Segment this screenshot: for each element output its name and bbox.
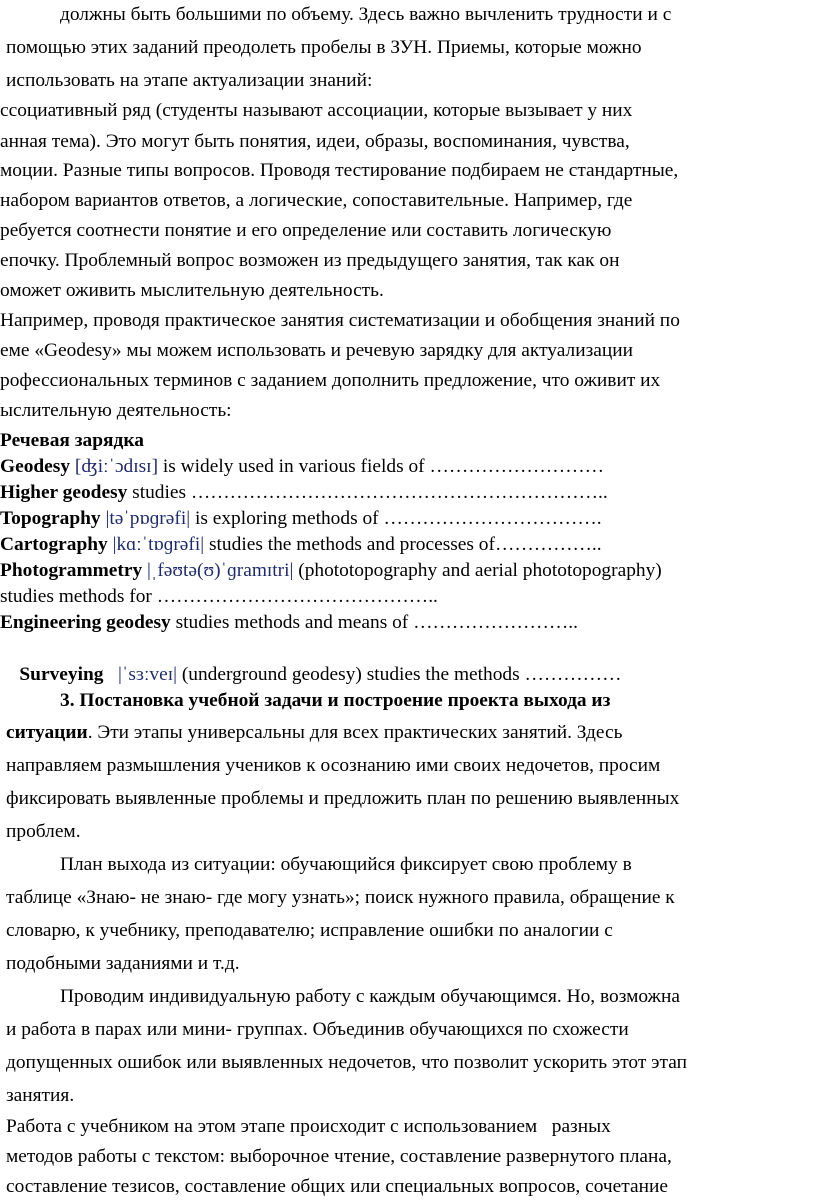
warmup-item [0,558,662,584]
text-line: должны быть большими по объему. Здесь важно вычленить трудности и с [60,4,672,25]
warmup-text: studies methods and means of …………………….. [170,612,578,633]
text-line: набором вариантов ответов, а логические, сопоставительные. Например, где [0,190,633,211]
warmup-term: Higher geodesy [0,482,128,503]
text-line: ребуется соотнести понятие и его определение или составить логическую [0,220,612,241]
text-line: направляем размышления учеников к осознанию ими своих недочетов, просим [6,755,661,776]
text-line: Работа с учебником на этом этапе происходит с использованием разных [6,1116,611,1137]
warmup-term: Surveying [19,663,104,685]
text-line: использовать на этапе актуализации знаний: [6,70,373,91]
text-line: епочку. Проблемный вопрос возможен из предыдущего занятия, так как он [0,250,620,271]
warmup-phonetic: |kɑːˈtɒɡrəfi| [107,534,205,555]
text-line: словарю, к учебнику, преподавателю; исправление ошибки по аналогии с [6,920,613,941]
warmup-item [0,454,604,480]
warmup-term: Geodesy [0,456,71,477]
text-line: составление тезисов, составление общих или специальных вопросов, сочетание [6,1176,668,1197]
section-heading: 3. Постановка учебной задачи и построение проекта выхода из [60,690,611,711]
text-line: подобными заданиями и т.д. [6,953,240,974]
warmup-text: studies ……………………………………………………….. [127,482,608,503]
text-line: ыслительную деятельность: [0,400,232,421]
warmup-term: Photogrammetry [0,560,143,581]
warmup-text: studies the methods and processes of…………….. [204,534,602,555]
warmup-text: (phototopography and aerial phototopography) [293,560,662,581]
warmup-heading: Речевая зарядка [0,430,144,451]
text-line: Проводим индивидуальную работу с каждым обучающимся. Но, возможна [60,986,680,1007]
warmup-item [0,610,578,636]
warmup-text: (underground geodesy) studies the methods …………… [176,663,622,685]
warmup-term: Engineering geodesy [0,612,171,633]
warmup-item [0,532,602,558]
warmup-item [0,480,608,506]
text-line: и работа в парах или мини- группах. Объединив обучающихся по схожести [6,1019,629,1040]
text-line: методов работы с текстом: выборочное чтение, составление развернутого плана, [6,1146,672,1167]
section-heading-cont: ситуации [6,722,88,743]
warmup-term: Topography [0,508,101,529]
text-line: фиксировать выявленные проблемы и предложить план по решению выявленных [6,788,680,809]
text-line: анная тема). Это могут быть понятия, идеи, образы, воспоминания, чувства, [0,131,630,152]
text-line: таблице «Знаю- не знаю- где могу узнать»; поиск нужного правила, обращение к [6,887,675,908]
text-line: рофессиональных терминов с заданием дополнить предложение, что оживит их [0,370,661,391]
warmup-text: is widely used in various fields of ……………………… [158,456,604,477]
warmup-phonetic: |ˈsɜːveɪ| [103,663,177,685]
warmup-phonetic: [ʤiːˈɔdɪsɪ] [70,456,159,477]
text-line: проблем. [6,821,81,842]
warmup-phonetic: |ˌfəʊtə(ʊ)ˈɡramɪtri| [142,560,294,581]
text-line [6,720,812,746]
text-line: моции. Разные типы вопросов. Проводя тестирование подбираем не стандартные, [0,160,679,181]
text-line: занятия. [6,1085,75,1106]
text-line: План выхода из ситуации: обучающийся фиксирует свою проблему в [60,854,632,875]
text-fragment: . Эти этапы универсальны для всех практических занятий. Здесь [87,722,623,743]
warmup-item [0,506,602,532]
text-line: ссоциативный ряд (студенты называют ассоциации, которые вызывает у них [0,100,633,121]
text-line: оможет оживить мыслительную деятельность. [0,280,384,301]
warmup-text: studies methods for …………………………………….. [0,586,438,607]
text-line: помощью этих заданий преодолеть пробелы в ЗУН. Приемы, которые можно [6,37,642,58]
warmup-term: Cartography [0,534,108,555]
warmup-phonetic: |təˈpɒɡrəfi| [100,508,191,529]
text-line: еме «Geodesy» мы можем использовать и речевую зарядку для актуализации [0,340,633,361]
warmup-text: is exploring methods of ……………………………. [190,508,602,529]
warmup-item [0,584,438,610]
text-line: Например, проводя практическое занятия систематизации и обобщения знаний по [0,310,680,331]
text-line: допущенных ошибок или выявленных недочетов, что позволит ускорить этот этап [6,1052,687,1073]
